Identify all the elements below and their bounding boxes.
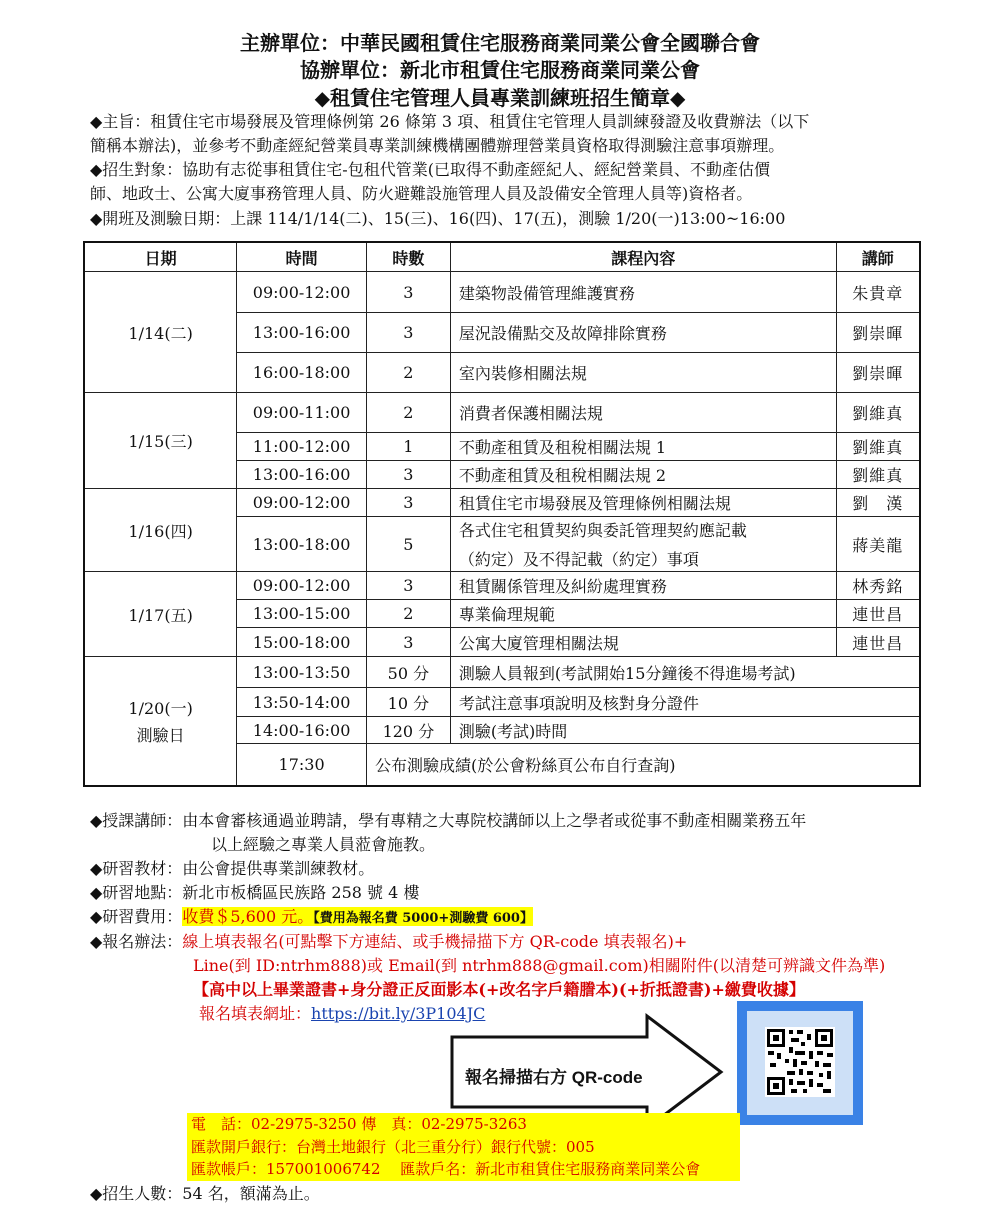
time-cell: 13:50-14:00 <box>237 688 367 717</box>
hours-cell: 3 <box>366 572 450 600</box>
registration-line-3: 【高中以上畢業證書+身分證正反面影本(+改名字戶籍謄本)(+折抵證書)+繳費收據】 <box>193 980 805 999</box>
time-cell: 13:00-16:00 <box>237 313 367 353</box>
exam-date: 1/20(一) <box>128 698 193 718</box>
purpose-line-2: 簡稱本辦法)，並參考不動產經紀營業員專業訓練機構團體辦理營業員資格取得測驗注意事項辦理。 <box>90 136 785 155</box>
teacher-cell: 劉維真 <box>836 461 920 489</box>
content-cell: 公布測驗成績(於公會粉絲頁公布自行查詢) <box>366 744 920 786</box>
fee-amount: 收費＄5,600 元。 <box>182 907 314 926</box>
header-content: 課程內容 <box>450 242 836 272</box>
header-date: 日期 <box>84 242 237 272</box>
contact-phone: 電 話：02-2975-3250 傳 真：02-2975-3263 <box>191 1115 527 1133</box>
date-cell: 1/15(三) <box>84 393 237 489</box>
content-cell: 建築物設備管理維護實務 <box>450 272 836 313</box>
teacher-cell: 蔣美龍 <box>836 517 920 572</box>
teacher-cell: 劉崇暉 <box>836 313 920 353</box>
location-line: ◆研習地點：新北市板橋區民族路 258 號 4 樓 <box>90 883 420 902</box>
registration-url-link[interactable]: https://bit.ly/3P104JC <box>311 1004 486 1023</box>
content-cell: 測驗(考試)時間 <box>450 717 920 744</box>
lecturer-line-2: 以上經驗之專業人員蒞會施教。 <box>211 835 436 854</box>
hours-cell: 3 <box>366 313 450 353</box>
bank-info: 匯款開戶銀行：台灣土地銀行（北三重分行）銀行代號：005 <box>191 1137 595 1156</box>
hours-cell: 2 <box>366 393 450 433</box>
registration-line-1 <box>90 931 687 953</box>
content-cell: 不動產租賃及租稅相關法規 2 <box>450 461 836 489</box>
time-cell: 09:00-12:00 <box>237 572 367 600</box>
content-cell: 租賃住宅市場發展及管理條例相關法規 <box>450 489 836 517</box>
time-cell: 13:00-16:00 <box>237 461 367 489</box>
table-row <box>84 572 920 600</box>
teacher-cell: 劉維真 <box>836 393 920 433</box>
target-line-2: 師、地政士、公寓大廈事務管理人員、防火避難設施管理人員及設備安全管理人員等)資格者。 <box>90 184 753 203</box>
fee-note: 【費用為報名費 5000+測驗費 600】 <box>313 911 533 926</box>
content-cell: 公寓大廈管理相關法規 <box>450 628 836 657</box>
hours-cell: 2 <box>366 353 450 393</box>
time-cell: 09:00-12:00 <box>237 489 367 517</box>
teacher-cell: 連世昌 <box>836 600 920 628</box>
lecturer-line-1: ◆授課講師：由本會審核通過並聘請，學有專精之大專院校講師以上之學者或從事不動產相關業務五年 <box>90 811 807 830</box>
date-cell <box>84 657 237 786</box>
hours-cell: 50 分 <box>366 657 450 688</box>
date-cell: 1/14(二) <box>84 272 237 393</box>
header-hours: 時數 <box>366 242 450 272</box>
hours-cell: 3 <box>366 489 450 517</box>
registration-line-2: Line(到 ID:ntrhm888)或 Email(到 ntrhm888@gmail.com)相關附件(以清楚可辨識文件為準) <box>193 956 886 975</box>
hours-cell: 3 <box>366 628 450 657</box>
target-line-1: ◆招生對象：協助有志從事租賃住宅-包租代管業(已取得不動產經紀人、經紀營業員、不動產估價 <box>90 160 770 179</box>
time-cell: 14:00-16:00 <box>237 717 367 744</box>
table-row <box>84 272 920 313</box>
content-line-2: （約定）及不得記載（約定）事項 <box>458 550 699 569</box>
table-row <box>84 657 920 688</box>
qr-code-pattern <box>765 1027 835 1097</box>
time-cell: 13:00-13:50 <box>237 657 367 688</box>
hours-cell: 120 分 <box>366 717 450 744</box>
content-line-1: 各式住宅租賃契約與委託管理契約應記載 <box>458 521 747 540</box>
qr-code-icon <box>765 1027 835 1097</box>
teacher-cell: 劉 漢 <box>836 489 920 517</box>
exam-day-label: 測驗日 <box>136 725 185 745</box>
time-cell: 09:00-11:00 <box>237 393 367 433</box>
hours-cell: 5 <box>366 517 450 572</box>
teacher-cell: 朱貴章 <box>836 272 920 313</box>
time-cell: 09:00-12:00 <box>237 272 367 313</box>
hours-cell: 2 <box>366 600 450 628</box>
teacher-cell: 連世昌 <box>836 628 920 657</box>
fee-line <box>90 906 533 930</box>
content-cell: 考試注意事項說明及核對身分證件 <box>450 688 920 717</box>
quota-line: ◆招生人數：54 名，額滿為止。 <box>90 1184 320 1203</box>
table-header-row <box>84 242 920 272</box>
table-row <box>84 393 920 433</box>
materials-line: ◆研習教材：由公會提供專業訓練教材。 <box>90 859 375 878</box>
hours-cell: 10 分 <box>366 688 450 717</box>
fee-highlight <box>182 907 533 926</box>
content-cell: 專業倫理規範 <box>450 600 836 628</box>
time-cell: 15:00-18:00 <box>237 628 367 657</box>
purpose-line-1: ◆主旨：租賃住宅市場發展及管理條例第 26 條第 3 項、租賃住宅管理人員訓練發證及收費辦法（以下 <box>90 112 810 131</box>
qr-code-background <box>747 1011 853 1115</box>
schedule-table <box>83 241 921 787</box>
registration-label: ◆報名辦法： <box>90 932 183 951</box>
time-cell: 11:00-12:00 <box>237 433 367 461</box>
co-organizer-line: 協辦單位：新北市租賃住宅服務商業同業公會 <box>300 58 700 82</box>
time-cell: 16:00-18:00 <box>237 353 367 393</box>
header-time: 時間 <box>237 242 367 272</box>
hours-cell: 1 <box>366 433 450 461</box>
registration-url-label: 報名填表網址： <box>199 1004 312 1023</box>
content-cell: 室內裝修相關法規 <box>450 353 836 393</box>
date-cell: 1/16(四) <box>84 489 237 572</box>
teacher-cell: 劉維真 <box>836 433 920 461</box>
content-cell: 租賃關係管理及糾紛處理實務 <box>450 572 836 600</box>
registration-url-line <box>199 1003 485 1025</box>
header-teacher: 講師 <box>836 242 920 272</box>
organizer-line: 主辦單位：中華民國租賃住宅服務商業同業公會全國聯合會 <box>240 31 760 55</box>
schedule-dates: ◆開班及測驗日期：上課 114/1/14(二)、15(三)、16(四)、17(五)，測驗 1/20(一)13:00~16:00 <box>90 209 786 228</box>
payment-info-box <box>187 1113 740 1181</box>
account-info: 匯款帳戶：157001006742 匯款戶名：新北市租賃住宅服務商業同業公會 <box>191 1160 701 1178</box>
hours-cell: 3 <box>366 272 450 313</box>
page-title: ◆租賃住宅管理人員專業訓練班招生簡章◆ <box>314 86 686 110</box>
qr-code-frame[interactable] <box>737 1001 863 1125</box>
table-row <box>84 489 920 517</box>
teacher-cell: 林秀銘 <box>836 572 920 600</box>
content-cell <box>450 517 836 572</box>
fee-label: ◆研習費用： <box>90 907 183 926</box>
time-cell: 17:30 <box>237 744 367 786</box>
registration-text-1: 線上填表報名(可點擊下方連結、或手機掃描下方 QR-code 填表報名)+ <box>182 932 688 951</box>
qr-arrow-text: 報名掃描右方 QR-code <box>465 1068 643 1087</box>
teacher-cell: 劉崇暉 <box>836 353 920 393</box>
time-cell: 13:00-15:00 <box>237 600 367 628</box>
hours-cell: 3 <box>366 461 450 489</box>
time-cell: 13:00-18:00 <box>237 517 367 572</box>
date-cell: 1/17(五) <box>84 572 237 657</box>
content-cell: 不動產租賃及租稅相關法規 1 <box>450 433 836 461</box>
content-cell: 屋況設備點交及故障排除實務 <box>450 313 836 353</box>
content-cell: 消費者保護相關法規 <box>450 393 836 433</box>
content-cell: 測驗人員報到(考試開始15分鐘後不得進場考試) <box>450 657 920 688</box>
